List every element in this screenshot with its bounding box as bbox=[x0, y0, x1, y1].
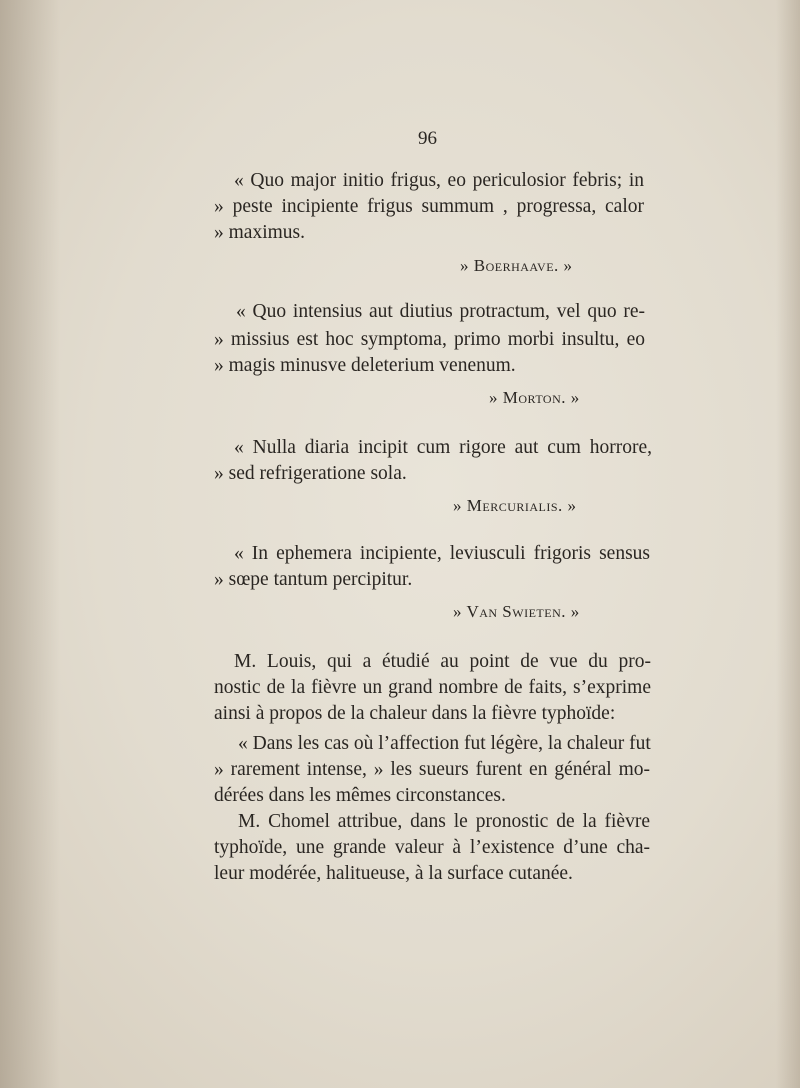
attribution: » Van Swieten. » bbox=[453, 602, 580, 621]
page-number: 96 bbox=[418, 128, 437, 149]
quote-line: » sœpe tantum percipitur. bbox=[214, 569, 413, 590]
paragraph-line: typhoïde, une grande valeur à l’existence d’une cha- bbox=[214, 837, 650, 858]
quote-line: » missius est hoc symptoma, primo morbi insultu, eo bbox=[214, 329, 645, 350]
quote-line: « Quo intensius aut diutius protractum, vel quo re- bbox=[236, 301, 645, 322]
quote-line: » peste incipiente frigus summum , progressa, calor bbox=[214, 196, 644, 217]
paragraph-line: nostic de la fièvre un grand nombre de faits, s’exprime bbox=[214, 677, 651, 698]
quote-line: » sed refrigeratione sola. bbox=[214, 463, 407, 484]
page-edge bbox=[776, 0, 800, 1088]
quote-line: « Quo major initio frigus, eo periculosior febris; in bbox=[234, 170, 644, 191]
quote-line: » magis minusve deleterium venenum. bbox=[214, 355, 516, 376]
quote-line: « Nulla diaria incipit cum rigore aut cum horrore, bbox=[234, 437, 652, 458]
paragraph-line: leur modérée, halitueuse, à la surface cutanée. bbox=[214, 863, 573, 884]
attribution: » Mercurialis. » bbox=[453, 496, 577, 515]
attribution: » Boerhaave. » bbox=[460, 256, 573, 275]
quote-line: « In ephemera incipiente, leviusculi frigoris sensus bbox=[234, 543, 650, 564]
quote-line: » maximus. bbox=[214, 222, 305, 243]
paragraph-line: M. Chomel attribue, dans le pronostic de la fièvre bbox=[238, 811, 650, 832]
attribution: » Morton. » bbox=[489, 388, 580, 407]
paragraph-line: » rarement intense, » les sueurs furent en général mo- bbox=[214, 759, 650, 780]
binding-shadow bbox=[0, 0, 60, 1088]
paragraph-line: M. Louis, qui a étudié au point de vue du pro- bbox=[234, 651, 651, 672]
paragraph-line: « Dans les cas où l’affection fut légère, la chaleur fut bbox=[238, 733, 651, 754]
paragraph-line: dérées dans les mêmes circonstances. bbox=[214, 785, 506, 806]
paragraph-line: ainsi à propos de la chaleur dans la fièvre typhoïde: bbox=[214, 703, 616, 724]
